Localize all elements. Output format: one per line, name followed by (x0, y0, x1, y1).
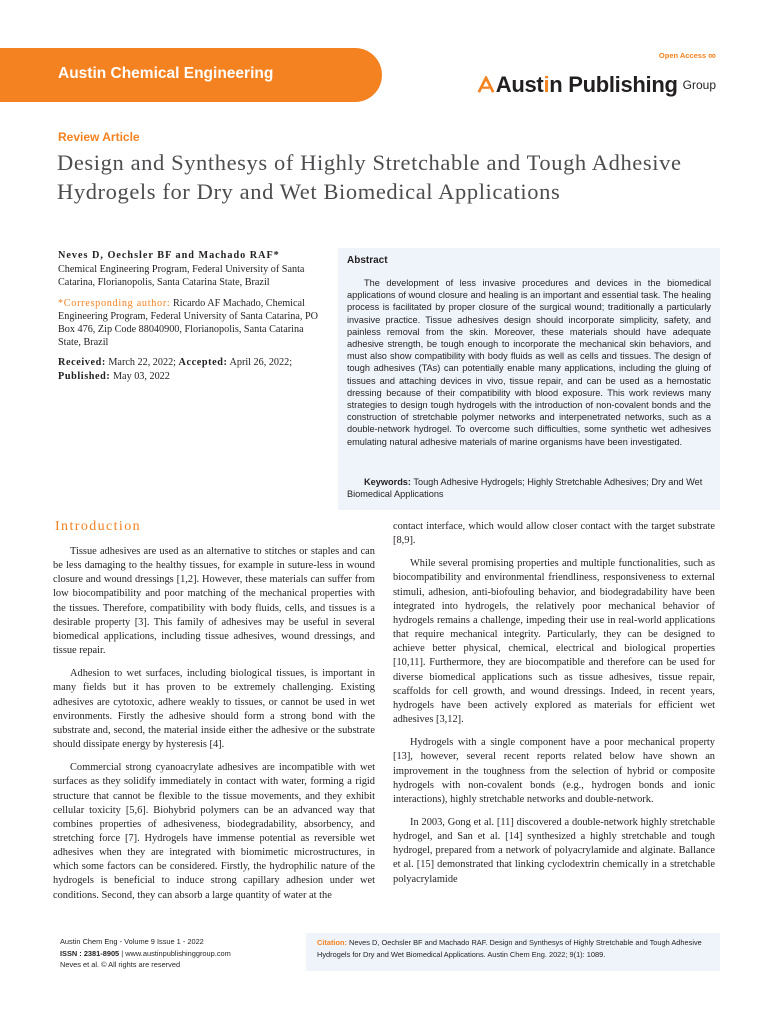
citation (317, 937, 715, 961)
publisher-name (496, 72, 678, 97)
abstract-text: The development of less invasive procedures and devices in the biomedical applications of wound closure and healing is an important and essential task. The healing process is facilitated by proper closure of the surgical wound; traditionally a particularly invasive practice. Tissue adhesives design should incorporate simplicity, safety, and painless removal from the skin. Moreover, these materials should have adequate adhesive strength, be tough enough to incorporate the mechanical skin behaviors, and must also show compatibility with body fluids as well as cells and tissues. The design of tough adhesives (TAs) can potentially enable many applications, including the gluing of tissues and attaching devices in vivo, tissue repair, and can be used as a hemostatic dressing because of their compatibility with blood exposure. This work reviews many strategies to design tough hydrogels with the introduction of non-covalent bonds and the construction of stretchable polymer networks and interpenetrated networks, such as a double-network hydrogel. To overcome such difficulties, some synthetic wet adhesives emulating natural adhesive materials of marine organisms have been investigated. (347, 278, 711, 447)
footer-journal-line: Austin Chem Eng - Volume 9 Issue 1 - 2022 (60, 937, 204, 946)
publisher-group: Group (682, 78, 716, 92)
footer-copyright: Neves et al. © All rights are reserved (60, 960, 181, 969)
article-dates (58, 356, 328, 382)
abstract-heading: Abstract (347, 255, 388, 266)
article-title: Design and Synthesys of Highly Stretchable and Tough Adhesive Hydrogels for Dry and Wet Biomedical Applications (57, 150, 682, 204)
section-heading-introduction: Introduction (55, 519, 142, 534)
keywords-text: Tough Adhesive Hydrogels; Highly Stretchable Adhesives; Dry and Wet Biomedical Applications (347, 477, 703, 500)
open-access-text: Open Access (658, 50, 707, 60)
paragraph: Hydrogels with a single component have a poor mechanical property [13], however, several recent reports related below have shown an improvement in the toughness from the selection of hybrid or composite hydrogels with non-covalent bonds (e.g., hydrogen bonds and ionic interactions), highly stretchable networks and double-network. (393, 737, 715, 805)
footer-url-link[interactable]: www.austinpublishinggroup.com (125, 948, 231, 958)
open-access-label (659, 50, 716, 62)
author-info (58, 249, 328, 390)
accepted-date: April 26, 2022; (229, 357, 293, 369)
citation-text: Neves D, Oechsler BF and Machado RAF. Design and Synthesys of Highly Stretchable and Tough Adhesive Hydrogels for Dry and Wet Biomedical Applications. Austin Chem Eng. 2022; 9(1): 1089. (317, 938, 702, 959)
affiliation: Chemical Engineering Program, Federal University of Santa Catarina, Florianopolis, Santa Catarina State, Brazil (58, 264, 305, 289)
footer-info (60, 936, 231, 971)
paragraph-continued: contact interface, which would allow closer contact with the target substrate [8,9]. (393, 521, 715, 547)
keywords (347, 476, 711, 500)
corresponding-author-label: *Corresponding author: (58, 297, 171, 309)
paragraph: In 2003, Gong et al. [11] discovered a double-network highly stretchable hydrogel, and San et al. [14] synthesized a highly stretchable and tough hydrogel, prepared from a network of polyacrylamide and alginate. Ballance et al. [15] demonstrated that linking cyclodextrin chemically in a stretchable polyacrylamide (393, 816, 715, 885)
paragraph: Adhesion to wet surfaces, including biological tissues, is important in many fields but it has proven to be extremely challenging. Existing adhesives are cytotoxic, adhere weakly to tissues, or cannot be used in wet environments. Firstly the adhesive should form a strong bond with the substrate and, second, the material inside either the adhesive or the substrate should dissipate energy by hysteresis [4]. (53, 668, 375, 751)
publisher-name-part-1: Aust (495, 72, 544, 97)
footer-issn: ISSN : 2381-8905 (60, 948, 120, 958)
received-label: Received: (58, 357, 106, 369)
footer-issn-line: ISSN : 2381-8905 | www.austinpublishinggroup.com (60, 948, 231, 958)
corresponding-author-text: Ricardo AF Machado, Chemical Engineering Program, Federal University of Santa Catarina, PO Box 476, Zip Code 88040900, Florianopolis, Santa Catarina State, Brazil (58, 297, 319, 349)
paragraph: Tissue adhesives are used as an alternative to stitches or staples and can be less damaging to the healthy tissues, for example in suture-less in wound closure and wound dressings [1,2]. However, these materials can suffer from low biocompatibility and poor matching of the mechanical properties with the tissues. Therefore, compatibility with body fluids, cells, and tissues is a desirable property [3]. This family of adhesives may be useful in several biomedical applications, including tissue adhesives, wound dressings, and tissue repair. (53, 546, 375, 657)
citation-label: Citation: (317, 938, 347, 947)
author-list: Neves D, Oechsler BF and Machado RAF* (58, 250, 280, 261)
journal-title: Austin Chemical Engineering (58, 65, 274, 82)
publisher-name-part-3: n Publishing (549, 72, 678, 97)
body-column-right (393, 520, 715, 896)
publisher-mark-icon (477, 76, 495, 94)
received-date: March 22, 2022; (108, 357, 176, 369)
published-date: May 03, 2022 (112, 370, 170, 382)
accepted-label: Accepted: (178, 357, 228, 369)
open-access-icon: ∞ (708, 50, 716, 62)
publisher-name-part-2: i (543, 72, 550, 97)
body-column-left (53, 545, 375, 912)
corresponding-author (58, 297, 328, 350)
published-label: Published: (58, 370, 111, 382)
publisher-logo[interactable] (477, 72, 716, 98)
paragraph: Commercial strong cyanoacrylate adhesives are incompatible with wet surfaces as they solidify immediately in contact with water, forming a rigid structure that cannot be flexible to the tissue movements, and they exhibit cellular toxicity [5,6]. Biohybrid polymers can be an advanced way that combines properties of adhesiveness, biodegradability, absorbency, and stretching force [7]. Hydrogels have immense potential as reversible wet adhesives when they are integrated with biomimetic microstructures, in which some factors can be considered. Firstly, the hydrophilic nature of the hydrogels is beneficial to induce strong capillary adhesion under wet conditions. Second, they can absorb a large quantity of water at the (53, 762, 375, 901)
keywords-label: Keywords: (364, 477, 411, 487)
article-type: Review Article (58, 130, 140, 144)
paragraph: While several promising properties and multiple functionalities, such as biocompatibility and environmental friendliness, responsiveness to external stimuli, adhesion, anti-biofouling behavior, and biodegradability have been integrated into hydrogels, the relatively poor mechanical behavior of hydrogels remains a challenge, impeding their use in real-world applications that require mechanical integrity. Particularly, they can be designed to achieve better physical, chemical, electrical and biological properties [10,11]. Furthermore, they are biocompatible and therefore can be used for diverse biomedical applications such as tissue adhesives, tissue repair, scaffolds for cell growth, and wound dressings. Indeed, in recent years, hydrogels have been actively explored as materials for efficient wet adhesives [3,12]. (393, 558, 715, 726)
